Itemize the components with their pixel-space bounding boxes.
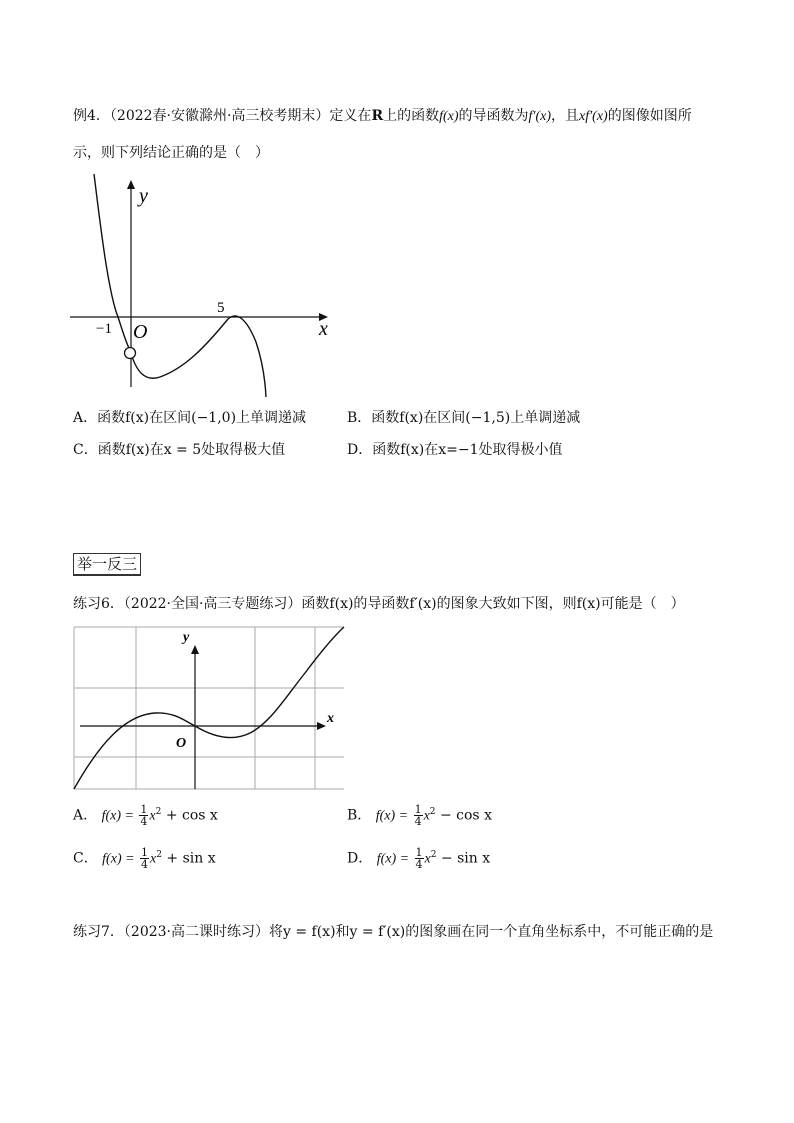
var-x: x [423,808,430,824]
p6-option-b-fraction [414,804,423,827]
exponent: 2 [156,850,162,860]
p6-x-arrow [317,722,326,730]
p6-axes [80,645,326,789]
p6-x-label: x [327,711,334,726]
q4-option-a[interactable]: A．函数f(x)在区间(−1,0)上单调递减 [73,410,307,426]
p7-stem: 练习7．（2023·高二课时练习）将y = f(x)和y = f′(x)的图象画在同一个直角坐标系中，不可能正确的是 [73,924,714,940]
q4-text: ，且 [551,108,580,124]
p6-option-a-lhs: f(x) = [101,808,134,824]
exponent: 2 [430,850,437,860]
p6-option-a-rhs: + cos x [165,807,218,824]
p6-option-d[interactable] [347,845,490,870]
q4-tick-5: 5 [217,300,225,316]
q4-y-label: y [139,185,148,207]
p6-graph [70,623,350,793]
p6-option-b[interactable] [347,802,492,827]
p6-option-d-fraction [415,847,424,870]
p6-option-a-label: A． [73,807,98,824]
p6-y-label: y [183,630,190,645]
q4-fpx: f′(x) [528,109,552,124]
q4-xfpx: xf′(x) [579,109,608,124]
p6-option-b-rhs: − cos x [439,807,492,824]
frac-numerator: 1 [414,803,422,817]
q4-option-d[interactable]: D．函数f(x)在x=−1处取得极小值 [347,442,563,458]
p6-option-c-label: C． [73,850,98,867]
frac-denominator: 4 [140,815,148,829]
q4-graph [70,172,350,402]
p6-option-c-lhs: f(x) = [102,851,135,867]
p6-option-b-label: B． [347,807,372,824]
p6-y-arrow [191,645,199,654]
q4-stem-line1 [73,106,692,127]
q4-option-c[interactable]: C．函数f(x)在x = 5处取得极大值 [73,442,286,458]
q4-stem-line2: 示，则下列结论正确的是（ ） [73,145,269,161]
q4-text: 上的函数 [383,108,440,124]
q4-text: 的图像如图所 [607,108,692,124]
var-x: x [150,851,157,867]
frac-numerator: 1 [415,846,423,860]
q4-curve [94,174,266,397]
var-x: x [424,851,431,867]
p6-grid [74,627,344,789]
frac-denominator: 4 [415,858,423,872]
q4-axes [70,180,328,387]
exponent: 2 [429,807,436,817]
var-x: x [149,808,156,824]
p6-option-c-fraction [140,847,149,870]
q4-origin-label: O [133,321,148,343]
p6-option-a[interactable] [73,802,218,827]
p6-option-a-fraction [139,804,148,827]
frac-numerator: 1 [140,803,148,817]
p6-option-d-rhs: − sin x [440,850,491,867]
p6-option-c[interactable] [73,845,216,870]
q4-y-arrow [127,180,135,189]
q4-option-b[interactable]: B．函数f(x)在区间(−1,5)上单调递减 [347,410,581,426]
q4-fx: f(x) [439,109,459,124]
frac-denominator: 4 [141,858,148,872]
frac-denominator: 4 [414,815,422,829]
p6-option-b-lhs: f(x) = [375,808,409,824]
p6-option-c-rhs: + sin x [166,850,216,867]
frac-numerator: 1 [141,846,148,860]
exponent: 2 [155,807,162,817]
p6-origin-label: O [176,736,187,751]
q4-source: 例4．（2022春·安徽滁州·高三校考期末）定义在 [73,108,372,124]
q4-set-r: R [371,108,384,124]
q4-x-label: x [319,318,328,340]
p6-option-d-lhs: f(x) = [376,851,410,867]
section-badge: 举一反三 [73,553,141,576]
q4-open-point [125,348,136,359]
p6-stem: 练习6．（2022·全国·高三专题练习）函数f(x)的导函数f′(x)的图象大致如下图，则f(x)可能是（ ） [73,596,685,612]
p6-option-d-label: D． [347,850,373,867]
q4-tick-neg1: −1 [96,321,112,337]
p6-curve [74,627,344,789]
q4-text: 的导函数为 [458,108,529,124]
